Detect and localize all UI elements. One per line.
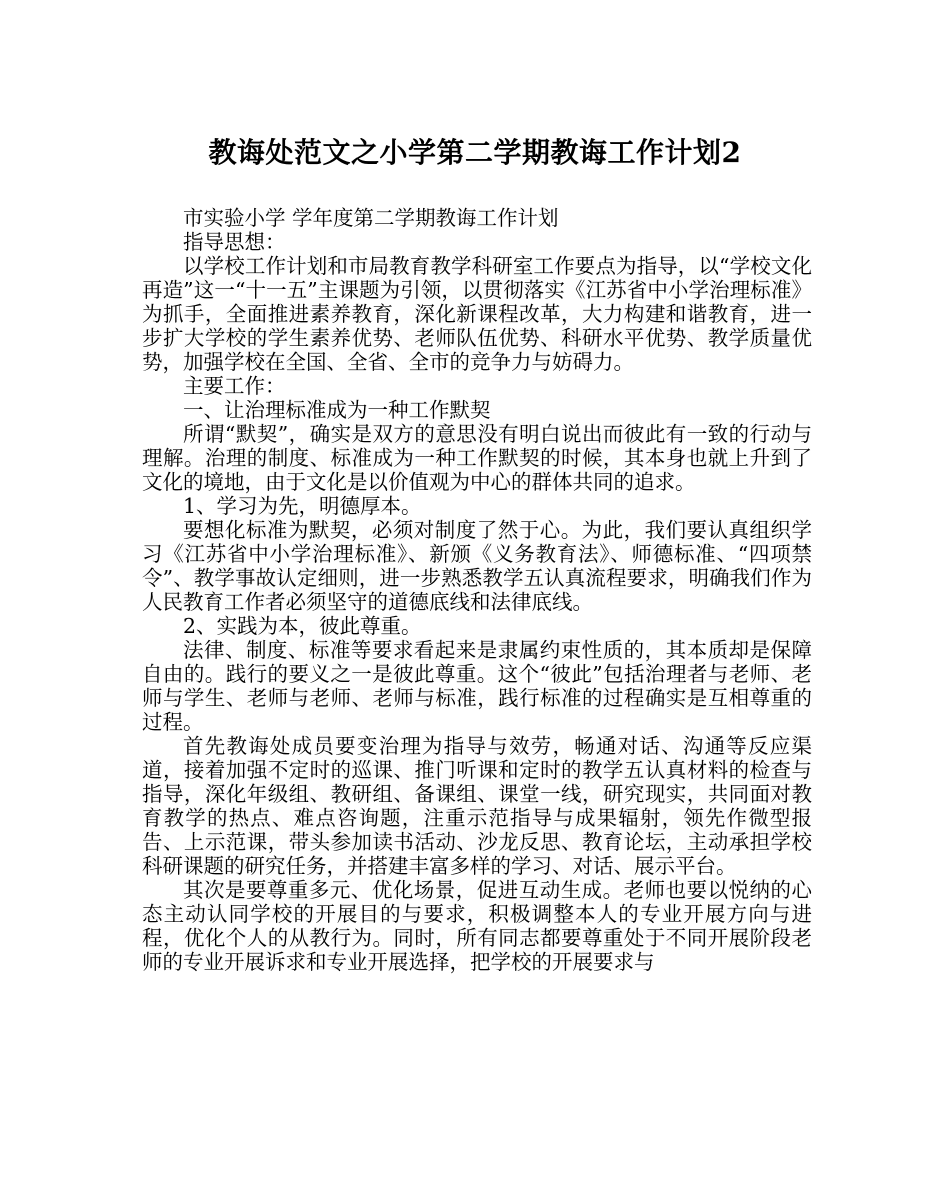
paragraph-heading-item-2: 2、实践为本，彼此尊重。: [183, 614, 422, 638]
paragraph: 以学校工作计划和市局教育教学科研室工作要点为指导，以“学校文化再造”这一“十一五”主课题为引领，以贯彻落实《江苏省中小学治理标准》为抓手，全面推进素养教育，深化新课程改革，大力构建和谐教育，进一步扩大学校的学生素养优势、老师队伍优势、科研水平优势、教学质量优势，加强学校在全国、全省、全市的竞争力与妨碍力。: [142, 254, 812, 374]
paragraph-heading-section-1: 一、让治理标准成为一种工作默契: [183, 398, 491, 422]
document-body: [142, 206, 812, 974]
paragraph-heading-item-1: 1、学习为先，明德厚本。: [183, 494, 422, 518]
paragraph-subtitle: 市实验小学 学年度第二学期教诲工作计划: [183, 206, 559, 230]
paragraph-heading-guiding-ideology: 指导思想：: [183, 230, 286, 254]
paragraph: 其次是要尊重多元、优化场景，促进互动生成。老师也要以悦纳的心态主动认同学校的开展目的与要求，积极调整本人的专业开展方向与进程，优化个人的从教行为。同时，所有同志都要尊重处于不同开展阶段老师的专业开展诉求和专业开展选择，把学校的开展要求与: [142, 878, 812, 974]
paragraph: 所谓“默契”，确实是双方的意思没有明白说出而彼此有一致的行动与理解。治理的制度、标准成为一种工作默契的时候，其本身也就上升到了文化的境地，由于文化是以价值观为中心的群体共同的追求。: [142, 422, 812, 494]
paragraph-heading-main-work: 主要工作：: [183, 374, 286, 398]
paragraph: 首先教诲处成员要变治理为指导与效劳，畅通对话、沟通等反应渠道，接着加强不定时的巡课、推门听课和定时的教学五认真材料的检查与指导，深化年级组、教研组、备课组、课堂一线，研究现实，共同面对教育教学的热点、难点咨询题，注重示范指导与成果辐射，领先作微型报告、上示范课，带头参加读书活动、沙龙反思、教育论坛，主动承担学校科研课题的研究任务，并搭建丰富多样的学习、对话、展示平台。: [142, 734, 812, 878]
document-title: 教诲处范文之小学第二学期教诲工作计划2: [208, 136, 742, 169]
paragraph: 要想化标准为默契，必须对制度了然于心。为此，我们要认真组织学习《江苏省中小学治理标准》、新颁《义务教育法》、师德标准、“四项禁令”、教学事故认定细则，进一步熟悉教学五认真流程要求，明确我们作为人民教育工作者必须坚守的道德底线和法律底线。: [142, 518, 812, 614]
paragraph: 法律、制度、标准等要求看起来是隶属约束性质的，其本质却是保障自由的。践行的要义之一是彼此尊重。这个“彼此”包括治理者与老师、老师与学生、老师与老师、老师与标准，践行标准的过程确实是互相尊重的过程。: [142, 638, 812, 734]
